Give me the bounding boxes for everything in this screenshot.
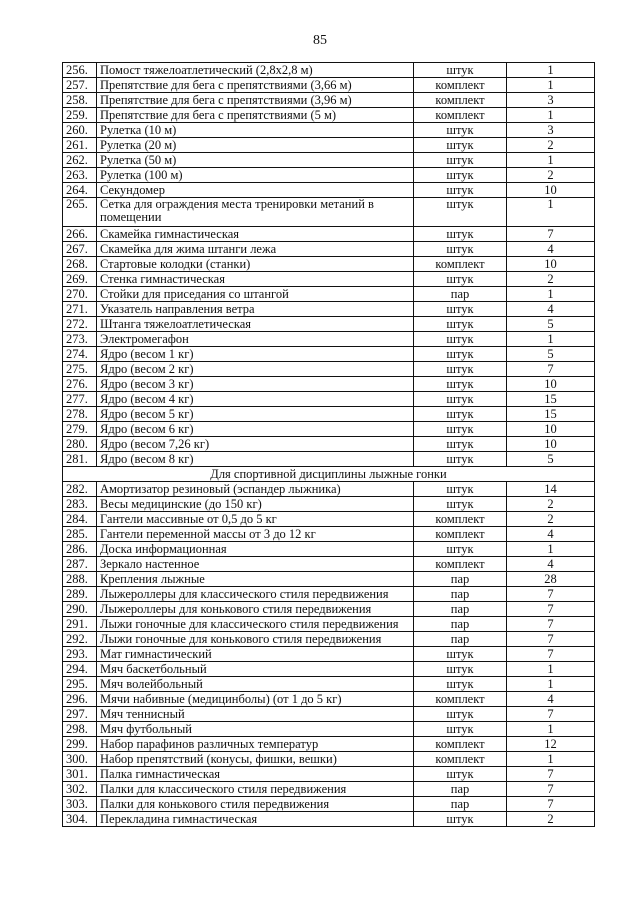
table-row (63, 737, 595, 752)
table-row (63, 437, 595, 452)
item-unit: штук (414, 437, 507, 452)
row-number: 273. (63, 332, 97, 347)
item-quantity: 1 (507, 542, 595, 557)
item-name: Мяч волейбольный (97, 677, 414, 692)
item-name: Стенка гимнастическая (97, 272, 414, 287)
section-header-row (63, 467, 595, 482)
row-number: 280. (63, 437, 97, 452)
table-body-ski-racing (63, 482, 595, 827)
item-quantity: 2 (507, 272, 595, 287)
item-quantity: 2 (507, 812, 595, 827)
item-quantity: 7 (507, 767, 595, 782)
item-name: Рулетка (50 м) (97, 153, 414, 168)
row-number: 256. (63, 63, 97, 78)
table-row (63, 407, 595, 422)
table-row (63, 767, 595, 782)
item-quantity: 12 (507, 737, 595, 752)
row-number: 272. (63, 317, 97, 332)
item-name: Ядро (весом 1 кг) (97, 347, 414, 362)
table-row (63, 677, 595, 692)
row-number: 298. (63, 722, 97, 737)
table-row (63, 198, 595, 227)
table-row (63, 362, 595, 377)
item-unit: штук (414, 63, 507, 78)
item-unit: штук (414, 722, 507, 737)
row-number: 303. (63, 797, 97, 812)
row-number: 299. (63, 737, 97, 752)
item-name: Рулетка (10 м) (97, 123, 414, 138)
table-row (63, 647, 595, 662)
item-quantity: 4 (507, 557, 595, 572)
item-unit: штук (414, 362, 507, 377)
table-row (63, 287, 595, 302)
row-number: 288. (63, 572, 97, 587)
item-unit: штук (414, 377, 507, 392)
item-unit: штук (414, 242, 507, 257)
row-number: 282. (63, 482, 97, 497)
page-number: 85 (313, 33, 327, 48)
item-quantity: 14 (507, 482, 595, 497)
item-quantity: 4 (507, 527, 595, 542)
item-name: Мячи набивные (медицинболы) (от 1 до 5 кг) (97, 692, 414, 707)
row-number: 301. (63, 767, 97, 782)
item-name: Палка гимнастическая (97, 767, 414, 782)
row-number: 285. (63, 527, 97, 542)
item-quantity: 10 (507, 422, 595, 437)
item-quantity: 2 (507, 512, 595, 527)
table-row (63, 392, 595, 407)
item-quantity: 4 (507, 242, 595, 257)
row-number: 265. (63, 198, 97, 227)
item-name: Весы медицинские (до 150 кг) (97, 497, 414, 512)
row-number: 294. (63, 662, 97, 677)
table-row (63, 153, 595, 168)
item-unit: штук (414, 272, 507, 287)
item-unit: комплект (414, 527, 507, 542)
table-row (63, 272, 595, 287)
item-name: Ядро (весом 7,26 кг) (97, 437, 414, 452)
item-unit: штук (414, 227, 507, 242)
table-row (63, 707, 595, 722)
item-unit: штук (414, 542, 507, 557)
item-name: Набор парафинов различных температур (97, 737, 414, 752)
row-number: 281. (63, 452, 97, 467)
section-header-ski-racing: Для спортивной дисциплины лыжные гонки (63, 467, 595, 482)
item-unit: комплект (414, 557, 507, 572)
item-unit: штук (414, 153, 507, 168)
row-number: 284. (63, 512, 97, 527)
row-number: 259. (63, 108, 97, 123)
row-number: 263. (63, 168, 97, 183)
item-quantity: 15 (507, 407, 595, 422)
item-unit: комплект (414, 752, 507, 767)
item-name: Палки для классического стиля передвижения (97, 782, 414, 797)
item-name: Штанга тяжелоатлетическая (97, 317, 414, 332)
table-row (63, 422, 595, 437)
item-unit: пар (414, 572, 507, 587)
row-number: 283. (63, 497, 97, 512)
item-unit: штук (414, 183, 507, 198)
row-number: 266. (63, 227, 97, 242)
item-name: Ядро (весом 8 кг) (97, 452, 414, 467)
table-row (63, 692, 595, 707)
item-quantity: 15 (507, 392, 595, 407)
item-unit: комплект (414, 692, 507, 707)
item-quantity: 1 (507, 662, 595, 677)
row-number: 302. (63, 782, 97, 797)
table-row (63, 752, 595, 767)
item-unit: штук (414, 647, 507, 662)
row-number: 304. (63, 812, 97, 827)
table-row (63, 377, 595, 392)
item-unit: комплект (414, 512, 507, 527)
item-unit: штук (414, 347, 507, 362)
item-unit: штук (414, 168, 507, 183)
item-quantity: 3 (507, 93, 595, 108)
item-unit: пар (414, 797, 507, 812)
item-quantity: 5 (507, 452, 595, 467)
table-row (63, 347, 595, 362)
item-quantity: 3 (507, 123, 595, 138)
row-number: 279. (63, 422, 97, 437)
item-name: Доска информационная (97, 542, 414, 557)
item-quantity: 10 (507, 183, 595, 198)
item-unit: комплект (414, 78, 507, 93)
row-number: 292. (63, 632, 97, 647)
item-name: Рулетка (100 м) (97, 168, 414, 183)
item-quantity: 5 (507, 347, 595, 362)
item-name: Ядро (весом 4 кг) (97, 392, 414, 407)
table-row (63, 302, 595, 317)
item-quantity: 1 (507, 752, 595, 767)
item-quantity: 1 (507, 677, 595, 692)
table-row (63, 542, 595, 557)
item-quantity: 1 (507, 63, 595, 78)
row-number: 274. (63, 347, 97, 362)
item-name: Лыжи гоночные для конькового стиля передвижения (97, 632, 414, 647)
table-row (63, 557, 595, 572)
table-row (63, 512, 595, 527)
item-quantity: 2 (507, 138, 595, 153)
row-number: 290. (63, 602, 97, 617)
row-number: 267. (63, 242, 97, 257)
item-quantity: 7 (507, 227, 595, 242)
row-number: 291. (63, 617, 97, 632)
table-row (63, 332, 595, 347)
item-name: Ядро (весом 2 кг) (97, 362, 414, 377)
table-row (63, 63, 595, 78)
item-quantity: 7 (507, 632, 595, 647)
item-unit: штук (414, 317, 507, 332)
table-row (63, 662, 595, 677)
table-row (63, 183, 595, 198)
row-number: 275. (63, 362, 97, 377)
item-unit: пар (414, 617, 507, 632)
item-name: Крепления лыжные (97, 572, 414, 587)
item-name: Препятствие для бега с препятствиями (3,96 м) (97, 93, 414, 108)
table-row (63, 227, 595, 242)
table-row (63, 782, 595, 797)
table-row (63, 257, 595, 272)
section-header-body (63, 467, 595, 482)
item-unit: пар (414, 602, 507, 617)
item-name: Амортизатор резиновый (эспандер лыжника) (97, 482, 414, 497)
item-name: Ядро (весом 6 кг) (97, 422, 414, 437)
table-row (63, 108, 595, 123)
row-number: 264. (63, 183, 97, 198)
row-number: 262. (63, 153, 97, 168)
item-unit: комплект (414, 257, 507, 272)
item-quantity: 7 (507, 647, 595, 662)
item-name: Сетка для ограждения места тренировки метаний в помещении (97, 198, 414, 227)
item-name: Лыжероллеры для конькового стиля передвижения (97, 602, 414, 617)
row-number: 289. (63, 587, 97, 602)
item-unit: штук (414, 332, 507, 347)
row-number: 287. (63, 557, 97, 572)
row-number: 296. (63, 692, 97, 707)
item-quantity: 7 (507, 617, 595, 632)
table-row (63, 602, 595, 617)
row-number: 269. (63, 272, 97, 287)
item-name: Препятствие для бега с препятствиями (3,66 м) (97, 78, 414, 93)
item-unit: пар (414, 287, 507, 302)
item-name: Секундомер (97, 183, 414, 198)
row-number: 271. (63, 302, 97, 317)
item-quantity: 10 (507, 377, 595, 392)
row-number: 260. (63, 123, 97, 138)
item-quantity: 2 (507, 497, 595, 512)
item-unit: штук (414, 677, 507, 692)
item-unit: пар (414, 587, 507, 602)
item-name: Стартовые колодки (станки) (97, 257, 414, 272)
row-number: 278. (63, 407, 97, 422)
item-quantity: 1 (507, 78, 595, 93)
item-quantity: 2 (507, 168, 595, 183)
item-quantity: 28 (507, 572, 595, 587)
item-quantity: 7 (507, 587, 595, 602)
item-quantity: 1 (507, 332, 595, 347)
row-number: 277. (63, 392, 97, 407)
table-row (63, 812, 595, 827)
item-quantity: 1 (507, 722, 595, 737)
item-quantity: 5 (507, 317, 595, 332)
item-unit: штук (414, 123, 507, 138)
item-name: Гантели массивные от 0,5 до 5 кг (97, 512, 414, 527)
item-name: Помост тяжелоатлетический (2,8х2,8 м) (97, 63, 414, 78)
item-unit: штук (414, 662, 507, 677)
table-row (63, 617, 595, 632)
item-name: Ядро (весом 3 кг) (97, 377, 414, 392)
row-number: 276. (63, 377, 97, 392)
item-quantity: 4 (507, 302, 595, 317)
item-name: Электромегафон (97, 332, 414, 347)
item-quantity: 7 (507, 707, 595, 722)
item-unit: штук (414, 198, 507, 227)
item-name: Зеркало настенное (97, 557, 414, 572)
item-unit: штук (414, 482, 507, 497)
table-row (63, 632, 595, 647)
table-body-athletics (63, 63, 595, 467)
item-name: Мяч футбольный (97, 722, 414, 737)
item-unit: штук (414, 707, 507, 722)
item-name: Мат гимнастический (97, 647, 414, 662)
item-name: Лыжероллеры для классического стиля передвижения (97, 587, 414, 602)
table-row (63, 497, 595, 512)
row-number: 258. (63, 93, 97, 108)
table-row (63, 587, 595, 602)
item-unit: комплект (414, 108, 507, 123)
table-row (63, 93, 595, 108)
item-unit: штук (414, 407, 507, 422)
item-name: Скамейка для жима штанги лежа (97, 242, 414, 257)
item-unit: пар (414, 632, 507, 647)
table-row (63, 242, 595, 257)
item-quantity: 1 (507, 198, 595, 227)
item-unit: комплект (414, 737, 507, 752)
item-unit: пар (414, 782, 507, 797)
row-number: 297. (63, 707, 97, 722)
item-name: Лыжи гоночные для классического стиля передвижения (97, 617, 414, 632)
item-quantity: 1 (507, 287, 595, 302)
table-row (63, 78, 595, 93)
item-quantity: 10 (507, 257, 595, 272)
item-name: Мяч баскетбольный (97, 662, 414, 677)
item-name: Палки для конькового стиля передвижения (97, 797, 414, 812)
item-quantity: 4 (507, 692, 595, 707)
item-quantity: 1 (507, 153, 595, 168)
item-quantity: 7 (507, 797, 595, 812)
item-name: Стойки для приседания со штангой (97, 287, 414, 302)
table-row (63, 452, 595, 467)
row-number: 286. (63, 542, 97, 557)
table-row (63, 317, 595, 332)
row-number: 268. (63, 257, 97, 272)
item-name: Препятствие для бега с препятствиями (5 м) (97, 108, 414, 123)
item-name: Рулетка (20 м) (97, 138, 414, 153)
item-name: Перекладина гимнастическая (97, 812, 414, 827)
row-number: 257. (63, 78, 97, 93)
equipment-table (62, 62, 595, 827)
table-row (63, 722, 595, 737)
item-unit: штук (414, 302, 507, 317)
row-number: 300. (63, 752, 97, 767)
item-name: Скамейка гимнастическая (97, 227, 414, 242)
table-row (63, 138, 595, 153)
row-number: 270. (63, 287, 97, 302)
item-unit: штук (414, 392, 507, 407)
row-number: 261. (63, 138, 97, 153)
table-row (63, 527, 595, 542)
item-name: Набор препятствий (конусы, фишки, вешки) (97, 752, 414, 767)
table-row (63, 123, 595, 138)
item-name: Указатель направления ветра (97, 302, 414, 317)
row-number: 295. (63, 677, 97, 692)
item-unit: штук (414, 812, 507, 827)
item-quantity: 7 (507, 602, 595, 617)
item-quantity: 1 (507, 108, 595, 123)
item-name: Мяч теннисный (97, 707, 414, 722)
table-row (63, 482, 595, 497)
item-unit: штук (414, 767, 507, 782)
item-name: Ядро (весом 5 кг) (97, 407, 414, 422)
item-unit: штук (414, 138, 507, 153)
item-quantity: 7 (507, 782, 595, 797)
table-row (63, 572, 595, 587)
item-quantity: 7 (507, 362, 595, 377)
item-unit: штук (414, 452, 507, 467)
item-quantity: 10 (507, 437, 595, 452)
item-unit: штук (414, 497, 507, 512)
item-name: Гантели переменной массы от 3 до 12 кг (97, 527, 414, 542)
table-row (63, 797, 595, 812)
table-row (63, 168, 595, 183)
item-unit: комплект (414, 93, 507, 108)
row-number: 293. (63, 647, 97, 662)
item-unit: штук (414, 422, 507, 437)
